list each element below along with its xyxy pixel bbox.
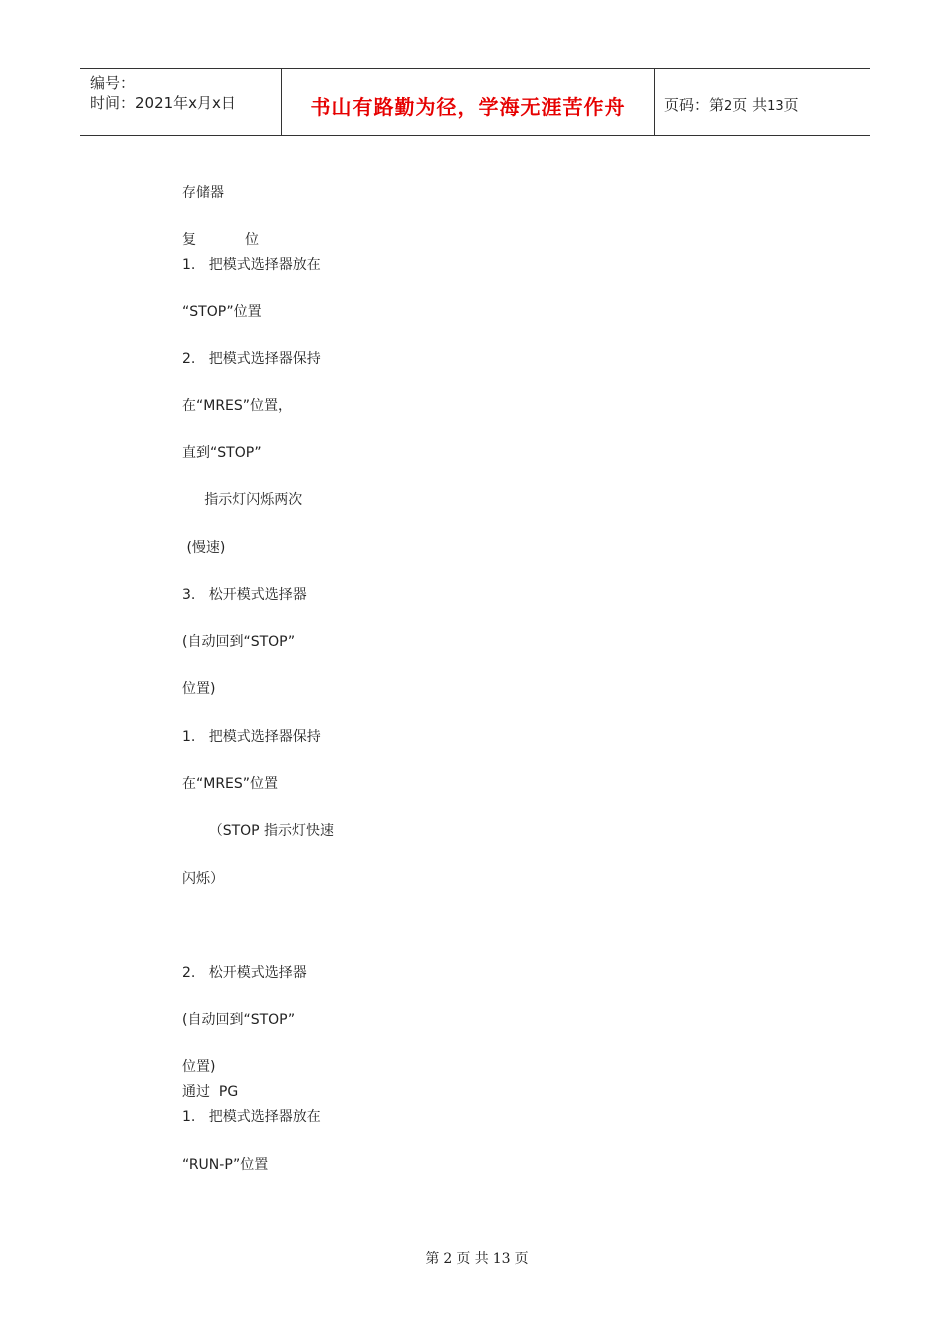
body-line: (慢速) bbox=[182, 540, 226, 556]
body-line: 复 位 bbox=[182, 232, 259, 248]
body-line: 在“MRES”位置， bbox=[182, 398, 293, 414]
page-number: 2 bbox=[724, 99, 733, 114]
header-page-cell bbox=[655, 69, 870, 136]
footer-suffix: 页 bbox=[514, 1251, 529, 1267]
document-header bbox=[80, 68, 870, 136]
body-line: (自动回到“STOP” bbox=[182, 1012, 296, 1028]
footer-mid: 页 共 bbox=[456, 1251, 489, 1267]
header-page-info bbox=[664, 94, 799, 115]
page-mid: 页 共 bbox=[732, 96, 768, 114]
body-line: 通过 PG bbox=[182, 1084, 239, 1100]
doc-date: 时间：2021年x月x日 bbox=[90, 94, 236, 112]
header-motto-cell bbox=[282, 69, 655, 136]
body-line: （STOP 指示灯快速 bbox=[182, 823, 335, 839]
body-line: 1. 把模式选择器保持 bbox=[182, 729, 321, 745]
body-line: “RUN-P”位置 bbox=[182, 1157, 269, 1173]
header-meta-cell bbox=[80, 69, 282, 136]
header-motto: 书山有路勤为径，学海无涯苦作舟 bbox=[310, 95, 626, 119]
footer-prefix: 第 bbox=[425, 1251, 440, 1267]
footer-page: 2 bbox=[443, 1251, 453, 1267]
page-label: 页码：第 bbox=[664, 96, 725, 114]
body-line: 2. 把模式选择器保持 bbox=[182, 351, 321, 367]
page-end: 页 bbox=[783, 96, 799, 114]
body-line: 指示灯闪烁两次 bbox=[182, 492, 303, 508]
body-line: 位置) bbox=[182, 1059, 216, 1075]
doc-number-label: 编号： bbox=[90, 74, 136, 92]
body-line: 1. 把模式选择器放在 bbox=[182, 257, 321, 273]
page-total: 13 bbox=[767, 99, 784, 114]
body-line: 在“MRES”位置 bbox=[182, 776, 279, 792]
body-line: 闪烁） bbox=[182, 871, 224, 887]
page-footer bbox=[0, 1248, 950, 1268]
body-line: 存储器 bbox=[182, 185, 224, 201]
body-line: (自动回到“STOP” bbox=[182, 634, 296, 650]
footer-total: 13 bbox=[492, 1251, 511, 1267]
body-line: 直到“STOP” bbox=[182, 445, 262, 461]
body-line: 1. 把模式选择器放在 bbox=[182, 1109, 321, 1125]
body-line: 位置) bbox=[182, 681, 216, 697]
body-line: 2. 松开模式选择器 bbox=[182, 965, 307, 981]
body-line: 3. 松开模式选择器 bbox=[182, 587, 307, 603]
body-line: “STOP”位置 bbox=[182, 304, 262, 320]
